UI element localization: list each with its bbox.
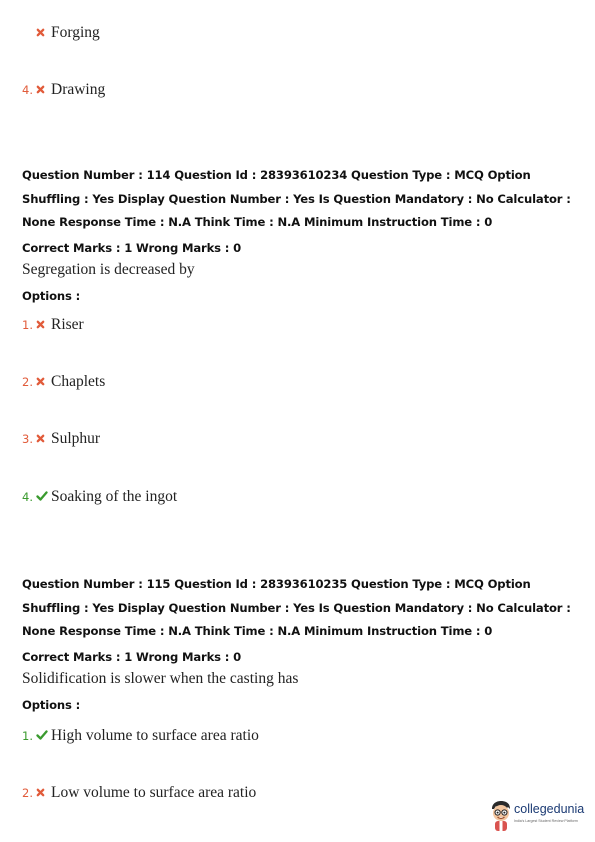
options-label: Options :	[22, 698, 81, 712]
logo-name: collegedunia	[514, 802, 585, 816]
options-label: Options :	[22, 289, 81, 303]
option-number: 4.	[22, 490, 33, 504]
option-item	[22, 784, 256, 802]
option-number: 4.	[22, 83, 33, 97]
option-number: 3.	[22, 432, 33, 446]
collegedunia-logo	[489, 800, 589, 834]
option-text: Chaplets	[51, 373, 106, 390]
question-text: Segregation is decreased by	[22, 261, 195, 278]
option-text: Sulphur	[51, 430, 101, 447]
cross-icon	[36, 788, 48, 797]
option-text: Riser	[51, 316, 84, 333]
question-meta: Question Number : 114 Question Id : 28393610234 Question Type : MCQ Option Shuffling : Yes Display Question Number : Yes Is Question Mandatory : No Calculator : None Response Time : N.A Think Time : N.A Minimum Instruction Time : 0	[22, 168, 571, 229]
option-item	[22, 81, 105, 99]
cross-icon	[36, 28, 48, 37]
option-item	[22, 727, 259, 745]
option-item	[22, 488, 177, 506]
option-item	[22, 24, 100, 42]
cross-icon	[36, 85, 48, 94]
logo-tagline: India's Largest Student Review Platform	[514, 819, 578, 823]
option-text: Drawing	[51, 81, 106, 98]
option-item	[22, 430, 100, 448]
check-icon	[36, 491, 48, 501]
check-icon	[36, 730, 48, 740]
cross-icon	[36, 320, 48, 329]
cross-icon	[36, 377, 48, 386]
option-text: High volume to surface area ratio	[51, 727, 259, 744]
question-meta: Question Number : 115 Question Id : 28393610235 Question Type : MCQ Option Shuffling : Yes Display Question Number : Yes Is Question Mandatory : No Calculator : None Response Time : N.A Think Time : N.A Minimum Instruction Time : 0	[22, 577, 571, 638]
cross-icon	[36, 434, 48, 443]
question-text: Solidification is slower when the casting has	[22, 670, 299, 687]
mascot-icon	[489, 800, 513, 832]
option-number: 2.	[22, 786, 33, 800]
option-text: Low volume to surface area ratio	[51, 784, 257, 801]
option-number: 1.	[22, 729, 33, 743]
option-text: Forging	[51, 24, 100, 41]
option-number: 1.	[22, 318, 33, 332]
option-item	[22, 373, 105, 391]
option-number: 2.	[22, 375, 33, 389]
question-marks: Correct Marks : 1 Wrong Marks : 0	[22, 650, 242, 664]
option-item	[22, 316, 84, 334]
question-marks: Correct Marks : 1 Wrong Marks : 0	[22, 241, 242, 255]
option-text: Soaking of the ingot	[51, 488, 178, 505]
